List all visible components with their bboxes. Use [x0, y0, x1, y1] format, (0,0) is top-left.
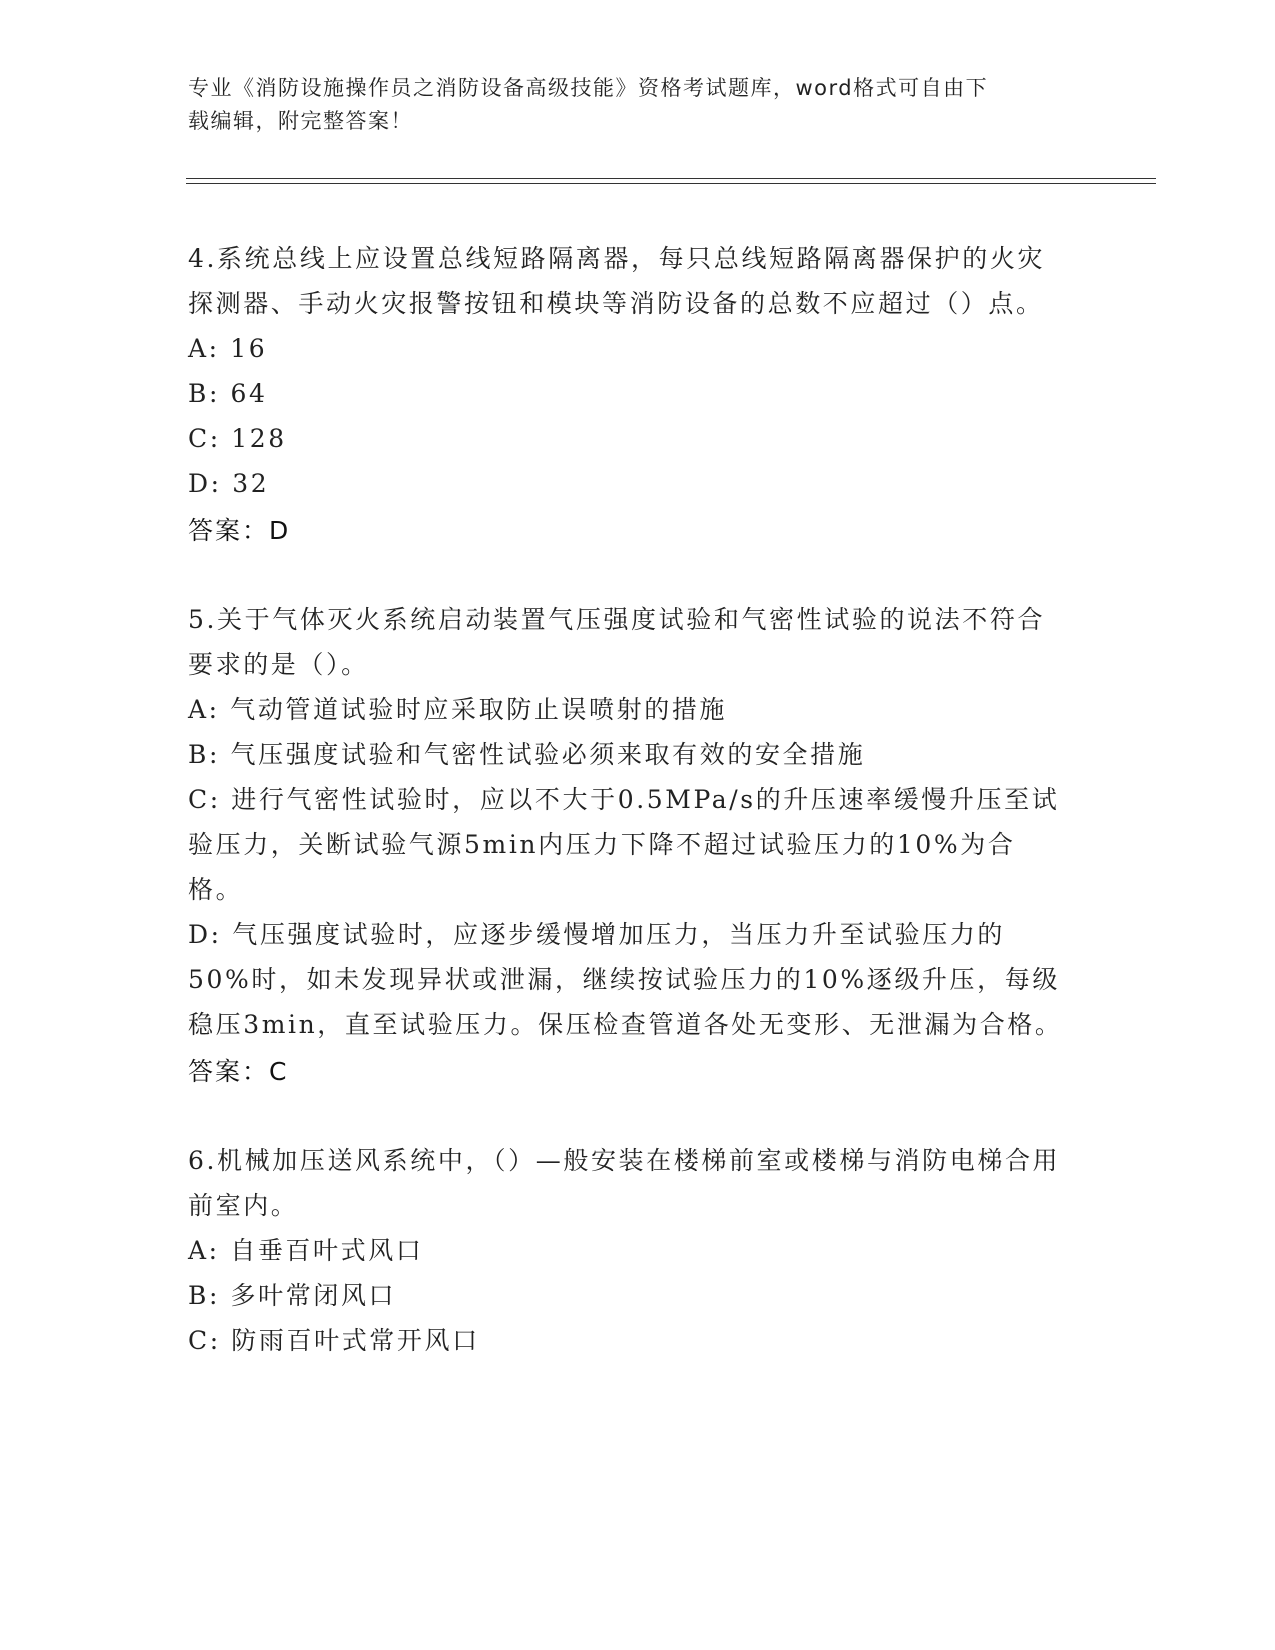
question-text: 4.系统总线上应设置总线短路隔离器，每只总线短路隔离器保护的火灾探测器、手动火灾报警按钮和模块等消防设备的总数不应超过（）点。	[188, 244, 1046, 318]
question-item	[188, 236, 1068, 553]
answer-line: 答案：C	[188, 1057, 289, 1086]
option-a: A: 16	[188, 334, 268, 363]
option-b: B: 多叶常闭风口	[188, 1281, 397, 1310]
spacer	[188, 553, 1068, 597]
header-divider-top	[186, 178, 1156, 179]
option-a: A: 自垂百叶式风口	[188, 1236, 424, 1265]
question-text: 5.关于气体灭火系统启动装置气压强度试验和气密性试验的说法不符合要求的是（）。	[188, 605, 1046, 679]
option-d: D: 气压强度试验时，应逐步缓慢增加压力，当压力升至试验压力的50%时，如未发现异状或泄漏，继续按试验压力的10%逐级升压，每级稳压3min，直至试验压力。保压检查管道各处无变形、无泄漏为合格。	[188, 920, 1063, 1039]
answer-line: 答案：D	[188, 516, 291, 545]
spacer	[188, 1094, 1068, 1138]
header-line-2: 载编辑，附完整答案！	[188, 109, 413, 133]
document-header	[188, 72, 1068, 138]
option-c: C: 防雨百叶式常开风口	[188, 1326, 480, 1355]
option-d: D: 32	[188, 469, 270, 498]
question-item	[188, 1138, 1068, 1363]
option-c: C: 128	[188, 424, 287, 453]
question-text: 6.机械加压送风系统中，（）—般安装在楼梯前室或楼梯与消防电梯合用前室内。	[188, 1146, 1061, 1220]
question-list	[188, 236, 1068, 1363]
question-item	[188, 597, 1068, 1094]
option-c: C: 进行气密性试验时，应以不大于0.5MPa/s的升压速率缓慢升压至试验压力，关断试验气源5min内压力下降不超过试验压力的10%为合格。	[188, 785, 1060, 904]
option-b: B: 64	[188, 379, 268, 408]
header-divider-bottom	[186, 183, 1156, 184]
option-b: B: 气压强度试验和气密性试验必须来取有效的安全措施	[188, 740, 866, 769]
option-a: A: 气动管道试验时应采取防止误喷射的措施	[188, 695, 728, 724]
header-line-1: 专业《消防设施操作员之消防设备高级技能》资格考试题库，word格式可自由下	[188, 76, 989, 100]
